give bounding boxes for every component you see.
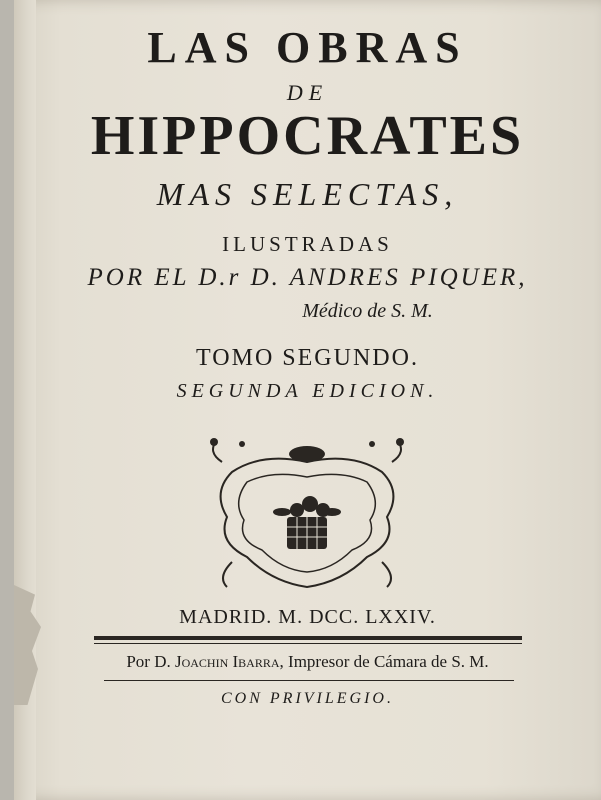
double-rule-thin: [94, 643, 522, 644]
double-rule-thick: [94, 636, 522, 640]
printer-name: Joachin Ibarra: [174, 652, 280, 671]
imprint-place-date: MADRID. M. DCC. LXXIV.: [179, 606, 436, 628]
title-line-3: HIPPOCRATES: [90, 105, 525, 167]
title-line-2: DE: [286, 80, 329, 105]
volume-line: TOMO SEGUNDO.: [196, 345, 419, 371]
printer-prefix: Por D.: [126, 652, 171, 671]
printer-suffix: , Impresor de Cámara de S. M.: [279, 652, 489, 671]
title-line-5: ILUSTRADAS: [222, 232, 393, 256]
privilege-line: CON PRIVILEGIO.: [221, 690, 394, 707]
printer-line: [14, 652, 601, 672]
author-line: POR EL D.r D. ANDRES PIQUER,: [87, 264, 528, 291]
author-title-line: Médico de S. M.: [302, 300, 433, 322]
title-page-content: [14, 0, 601, 800]
title-line-1: LAS OBRAS: [147, 23, 468, 72]
single-rule: [104, 680, 514, 681]
title-line-4: MAS SELECTAS,: [156, 176, 459, 212]
floral-basket-cartouche-icon: [202, 432, 412, 592]
edition-line: SEGUNDA EDICION.: [176, 380, 439, 402]
